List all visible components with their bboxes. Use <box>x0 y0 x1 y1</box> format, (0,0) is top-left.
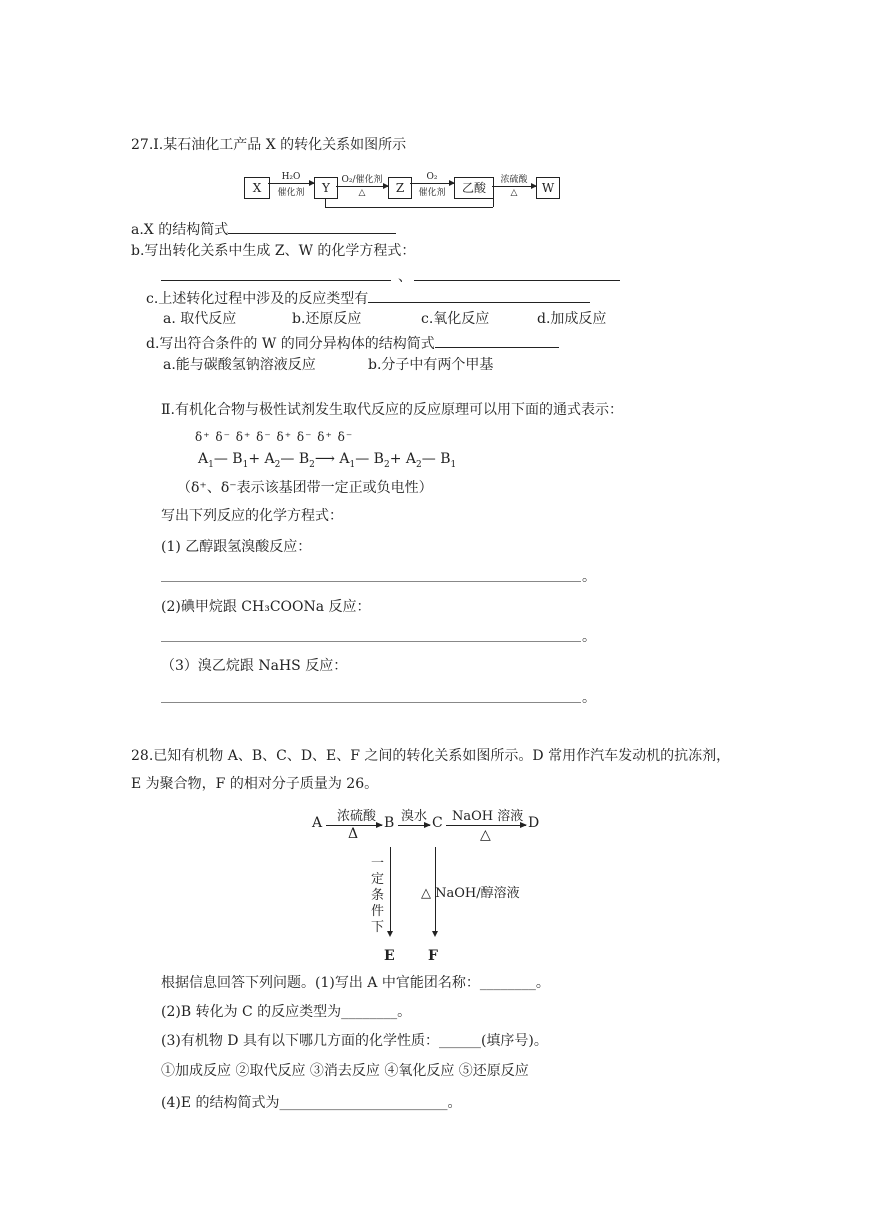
q27-r3: （3）溴乙烷跟 NaHS 反应： <box>161 658 348 674</box>
label-ab-bot: Δ <box>348 826 359 842</box>
label-cd-top: NaOH 溶液 <box>452 809 524 824</box>
box-acid: 乙酸 <box>454 177 494 199</box>
q27-r2-end: 。 <box>582 629 596 645</box>
q27-r1-blank <box>161 581 581 582</box>
q27-b: b.写出转化关系中生成 Z、W 的化学方程式： <box>131 243 416 259</box>
node-f: F <box>428 948 438 964</box>
q27-write: 写出下列反应的化学方程式： <box>161 508 343 524</box>
q27-part2: Ⅱ.有机化合物与极性试剂发生取代反应的反应原理可以用下面的通式表示： <box>161 402 623 418</box>
arrow-acid-w: 浓硫酸 △ <box>492 172 536 198</box>
general-equation: $A_1—$ $B_1+$ $A_2—$ $B_2⟶$ $A_1—$ $B_2+$ $A_2—$ $B_1$ <box>198 451 457 470</box>
q27-r3-blank <box>161 702 581 703</box>
q28-q2: (2)B 转化为 C 的反应类型为________。 <box>161 1004 412 1020</box>
q27-d-opt-b: b.分子中有两个甲基 <box>368 357 494 373</box>
node-a: A <box>312 815 323 831</box>
arrow-c-d <box>446 825 526 826</box>
box-x: X <box>244 177 270 199</box>
q27-b-sep: 、 <box>398 269 412 285</box>
label-cd-bot: △ <box>480 827 491 843</box>
path-y-bottom <box>325 207 493 208</box>
arrow-b-e <box>390 847 391 935</box>
q27-c-opt-d: d.加成反应 <box>537 311 607 327</box>
label-cf: △ NaOH/醇溶液 <box>421 886 520 901</box>
path-up <box>493 193 494 207</box>
q27-d-opt-a: a.能与碳酸氢钠溶液反应 <box>163 357 316 373</box>
box-w: W <box>536 177 560 199</box>
box-z: Z <box>388 177 412 199</box>
q27-b-blank1 <box>161 280 391 281</box>
q27-r3-end: 。 <box>582 690 596 706</box>
q27-r2-blank <box>161 641 581 642</box>
arrow-x-y: H₂O 催化剂 <box>268 172 314 198</box>
q27-c-opt-c: c.氧化反应 <box>421 311 490 327</box>
q27-b-blank2 <box>414 280 620 281</box>
arrow-z-acid: O₂ 催化剂 <box>410 172 454 198</box>
arrow-y-z: O₂/催化剂 △ <box>336 172 388 198</box>
node-c: C <box>432 815 443 831</box>
q28-title1: 28.已知有机物 A、B、C、D、E、F 之间的转化关系如图所示。D 常用作汽车发动机的抗冻剂， <box>131 748 731 764</box>
q27-a: a.X 的结构简式 <box>131 219 396 239</box>
node-e: E <box>384 948 395 964</box>
q27-note: （δ⁺、δ⁻表示该基团带一定正或负电性） <box>177 480 433 496</box>
q27-c-opt-b: b.还原反应 <box>292 311 362 327</box>
q28-q3-opts: ①加成反应 ②取代反应 ③消去反应 ④氧化反应 ⑤还原反应 <box>161 1063 529 1079</box>
label-bc-top: 溴水 <box>401 809 428 824</box>
node-b: B <box>384 815 395 831</box>
q28-q3: (3)有机物 D 具有以下哪几方面的化学性质：______(填序号)。 <box>161 1033 548 1049</box>
path-y-down <box>325 199 326 207</box>
q27-title: 27.Ⅰ.某石油化工产品 X 的转化关系如图所示 <box>131 137 407 153</box>
label-be: 一定条件下 <box>371 856 385 935</box>
q27-r1-end: 。 <box>582 569 596 585</box>
q28-q4: (4)E 的结构简式为________________________。 <box>161 1095 462 1111</box>
delta-row: δ⁺ δ⁻ δ⁺ δ⁻ δ⁺ δ⁻ δ⁺ δ⁻ <box>195 430 354 444</box>
node-d: D <box>528 815 540 831</box>
q27-c: c.上述转化过程中涉及的反应类型有 <box>146 288 590 308</box>
q27-d: d.写出符合条件的 W 的同分异构体的结构简式 <box>146 333 559 353</box>
arrow-b-c <box>398 825 430 826</box>
q28-q1: 根据信息回答下列问题。(1)写出 A 中官能团名称：________。 <box>161 975 550 991</box>
label-ab-top: 浓硫酸 <box>337 809 377 824</box>
q27-c-opt-a: a. 取代反应 <box>163 311 237 327</box>
q28-title2: E 为聚合物，F 的相对分子质量为 26。 <box>131 776 379 792</box>
box-y: Y <box>314 177 338 199</box>
q27-r1: (1) 乙醇跟氢溴酸反应： <box>161 539 312 555</box>
q27-r2: (2)碘甲烷跟 CH₃COONa 反应： <box>161 599 371 615</box>
